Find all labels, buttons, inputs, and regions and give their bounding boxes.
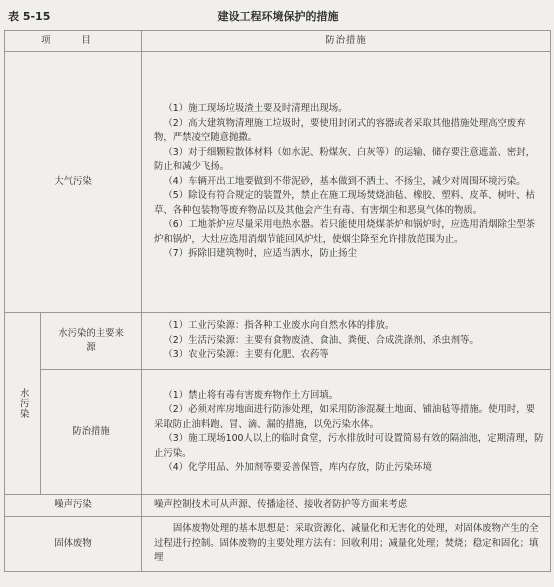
noise-pollution-label: 噪声污染: [5, 495, 142, 517]
water-measure-item: （3）施工现场100人以上的临时食堂，污水排放时可设置简易有效的隔油池，定期清理，防止污染。: [154, 433, 544, 459]
water-measures-row: [5, 370, 551, 495]
water-sources-label: 水污染的主要来源: [41, 313, 142, 370]
solid-waste-row: [5, 517, 551, 572]
air-item: （6）工地茶炉应尽量采用电热水器。若只能使用烧煤茶炉和锅炉时，应选用消烟除尘型茶炉和锅炉，大灶应选用消烟节能回风炉灶，使烟尘降至允许排放范围为止。: [154, 219, 535, 245]
air-item: （1）施工现场垃圾渣土要及时清理出现场。: [163, 103, 348, 115]
header-measures: 防治措施: [142, 31, 551, 52]
table-caption: [8, 6, 548, 24]
air-item: （2）高大建筑物清理施工垃圾时，要使用封闭式的容器或者采取其他措施处理高空废弃物，严禁凌空随意抛撒。: [154, 117, 526, 144]
water-pollution-label-cell: [5, 313, 41, 495]
air-item: （7）拆除旧建筑物时，应适当洒水，防止扬尘: [163, 248, 357, 260]
header-item: 项 目: [5, 31, 142, 52]
water-measure-item: （4）化学用品、外加剂等要妥善保管，库内存放，防止污染环境: [163, 462, 432, 473]
protection-measures-table: [4, 30, 551, 572]
water-sources-row: [5, 313, 551, 370]
solid-waste-label: 固体废物: [5, 517, 142, 572]
table-title: 建设工程环境保护的措施: [217, 10, 339, 23]
water-sources-list: [142, 313, 551, 370]
header-row: [5, 31, 551, 52]
air-pollution-measures: [142, 52, 551, 313]
air-pollution-label: 大气污染: [5, 52, 142, 313]
water-measures-list: [142, 370, 551, 495]
air-item: （4）车辆开出工地要做到不带泥砂，基本做到不洒土、不扬尘，减少对周围环境污染。: [163, 175, 526, 187]
water-pollution-label: 水污染: [17, 387, 29, 420]
water-source-item: （3）农业污染源：主要有化肥、农药等: [163, 349, 329, 361]
air-pollution-row: [5, 52, 551, 313]
noise-pollution-row: [5, 495, 551, 517]
water-source-item: （2）生活污染源：主要有食物废渣、食油、粪便、合成洗涤剂、杀虫剂等。: [163, 334, 479, 346]
water-measure-item: （2）必须对库房地面进行防渗处理，如采用防渗混凝土地面、铺油毡等措施。使用时，要采取防止油料跑、冒、滴、漏的措施，以免污染水体。: [154, 404, 535, 430]
solid-waste-measures: [142, 517, 551, 572]
air-item: （3）对于细颗粒散体材料（如水泥、粉煤灰、白灰等）的运输、储存要注意遮盖、密封，防止和减少飞扬。: [154, 146, 535, 173]
table-number: 表 5-15: [8, 10, 51, 23]
water-measure-item: （1）禁止将有毒有害废弃物作土方回填。: [163, 389, 339, 401]
air-item: （5）除设有符合规定的装置外，禁止在施工现场焚烧油毡、橡胶、塑料、皮革、树叶、枯草、各种包装物等废弃物品以及其他会产生有毒、有害烟尘和恶臭气体的物质。: [154, 190, 535, 216]
noise-pollution-measures: 噪声控制技术可从声源、传播途径、接收者防护等方面来考虑: [142, 495, 551, 517]
water-source-item: （1）工业污染源：指各种工业废水向自然水体的排放。: [163, 320, 395, 332]
water-measures-label: 防治措施: [41, 370, 142, 495]
solid-waste-text: 固体废物处理的基本思想是：采取资源化、减量化和无害化的处理，对固体废物产生的全过程进行控制。固体废物的主要处理方法有：回收利用；减量化处理；焚烧；稳定和固化；填埋: [154, 523, 539, 564]
